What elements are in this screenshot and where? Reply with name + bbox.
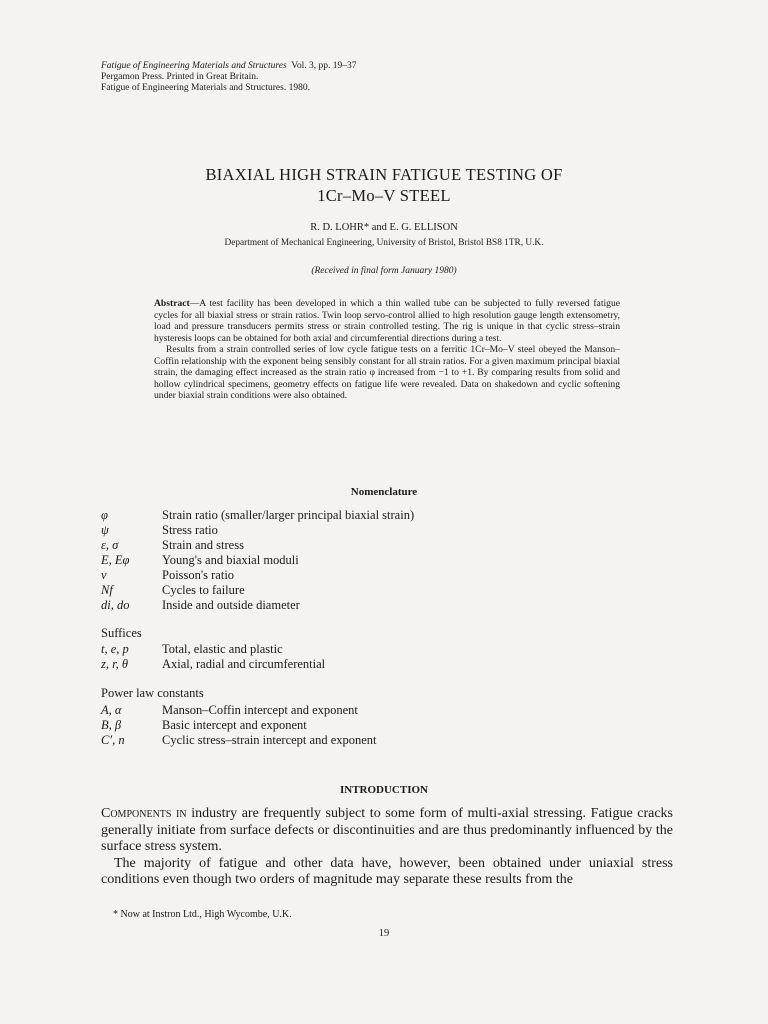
definition: Strain and stress xyxy=(162,538,244,552)
symbol: A, α xyxy=(101,703,122,717)
symbol: z, r, θ xyxy=(101,657,128,671)
journal-header xyxy=(101,61,357,94)
definition: Inside and outside diameter xyxy=(162,598,300,612)
symbol: ε, σ xyxy=(101,538,119,552)
nomenclature-row xyxy=(101,583,414,598)
definition: Strain ratio (smaller/larger principal biaxial strain) xyxy=(162,508,415,522)
journal-volume: Vol. 3, pp. 19–37 xyxy=(291,61,357,71)
received-date: (Received in final form January 1980) xyxy=(311,266,457,276)
nomenclature-row xyxy=(101,642,325,657)
nomenclature-row xyxy=(101,657,325,672)
symbol: φ xyxy=(101,508,108,522)
introduction-paragraph-2: The majority of fatigue and other data have, however, been obtained under uniaxial stress conditions even though two orders of magnitude may separate these results from the xyxy=(101,855,673,888)
introduction-body xyxy=(101,806,673,889)
nomenclature-row xyxy=(101,508,414,523)
nomenclature-row xyxy=(101,568,414,583)
nomenclature-row xyxy=(101,598,414,613)
symbol: B, β xyxy=(101,718,122,732)
symbol: ψ xyxy=(101,523,109,537)
abstract-paragraph-1 xyxy=(154,298,620,344)
paper-title-line1: BIAXIAL HIGH STRAIN FATIGUE TESTING OF xyxy=(205,165,563,184)
abstract-text-1: —A test facility has been developed in which a thin walled tube can be subjected to fully reversed fatigue cycles for all biaxial stress or strain ratios. Twin loop servo-control allied to high resolution gauge length extensometry, load and pressure transducers permits stress or strain controlled testing. The rig is unique in that cyclic stress–strain hysteresis loops can be obtained for both axial and circumferential directions during a test. xyxy=(154,298,620,344)
nomenclature-row xyxy=(101,703,377,718)
abstract xyxy=(154,298,620,402)
nomenclature-heading: Nomenclature xyxy=(350,486,418,498)
definition: Cycles to failure xyxy=(162,583,245,597)
paper-title-line2: 1Cr–Mo–V STEEL xyxy=(317,186,451,205)
nomenclature-row xyxy=(101,553,414,568)
nomenclature-row xyxy=(101,538,414,553)
definition: Poisson's ratio xyxy=(162,568,235,582)
symbol: di, do xyxy=(101,598,130,612)
abstract-lead: Abstract xyxy=(154,298,190,309)
suffices-heading: Suffices xyxy=(101,626,142,640)
authors: R. D. LOHR* and E. G. ELLISON xyxy=(310,222,458,233)
nomenclature-row xyxy=(101,523,414,538)
footnote: * Now at Instron Ltd., High Wycombe, U.K. xyxy=(113,909,292,920)
nomenclature-symbols xyxy=(101,508,414,613)
page-number: 19 xyxy=(378,928,390,939)
journal-name: Fatigue of Engineering Materials and Structures xyxy=(101,61,287,71)
symbol: E, Eφ xyxy=(101,553,130,567)
definition: Stress ratio xyxy=(162,523,218,537)
symbol: t, e, p xyxy=(101,642,129,656)
definition: Basic intercept and exponent xyxy=(162,718,307,732)
definition: Cyclic stress–strain intercept and exponent xyxy=(162,733,377,747)
journal-publisher: Pergamon Press. Printed in Great Britain. xyxy=(101,72,259,82)
symbol: ν xyxy=(101,568,107,582)
definition: Young's and biaxial moduli xyxy=(162,553,299,567)
introduction-heading: INTRODUCTION xyxy=(339,784,428,796)
definition: Total, elastic and plastic xyxy=(162,642,283,656)
definition: Axial, radial and circumferential xyxy=(162,657,326,671)
definition: Manson–Coffin intercept and exponent xyxy=(162,703,358,717)
journal-copyright: Fatigue of Engineering Materials and Structures. 1980. xyxy=(101,83,310,93)
paper-title xyxy=(0,164,768,206)
introduction-paragraph-1 xyxy=(101,806,673,856)
introduction-lead: Components in xyxy=(101,806,187,821)
introduction-text-1: industry are frequently subject to some form of multi-axial stressing. Fatigue cracks generally initiate from surface defects or discontinuities and are thus predominantly influenced by the surface stress system. xyxy=(101,806,674,855)
abstract-paragraph-2: Results from a strain controlled series of low cycle fatigue tests on a ferritic 1Cr–Mo–V steel obeyed the Manson–Coffin relationship with the exponent being sensibly constant for all strain ratios. For a given maximum principal biaxial strain, the damaging effect increased as the strain ratio φ increased from −1 to +1. By comparing results from solid and hollow cylindrical specimens, geometry effects on fatigue life were revealed. Data on shakedown and cyclic softening under biaxial strain conditions were also obtained. xyxy=(154,344,620,401)
symbol: C′, n xyxy=(101,733,125,747)
nomenclature-row xyxy=(101,718,377,733)
power-law-table xyxy=(101,703,377,748)
suffices-table xyxy=(101,642,325,672)
affiliation: Department of Mechanical Engineering, University of Bristol, Bristol BS8 1TR, U.K. xyxy=(224,238,544,248)
symbol: Nf xyxy=(101,583,113,597)
power-law-heading: Power law constants xyxy=(101,686,204,700)
nomenclature-row xyxy=(101,733,377,748)
